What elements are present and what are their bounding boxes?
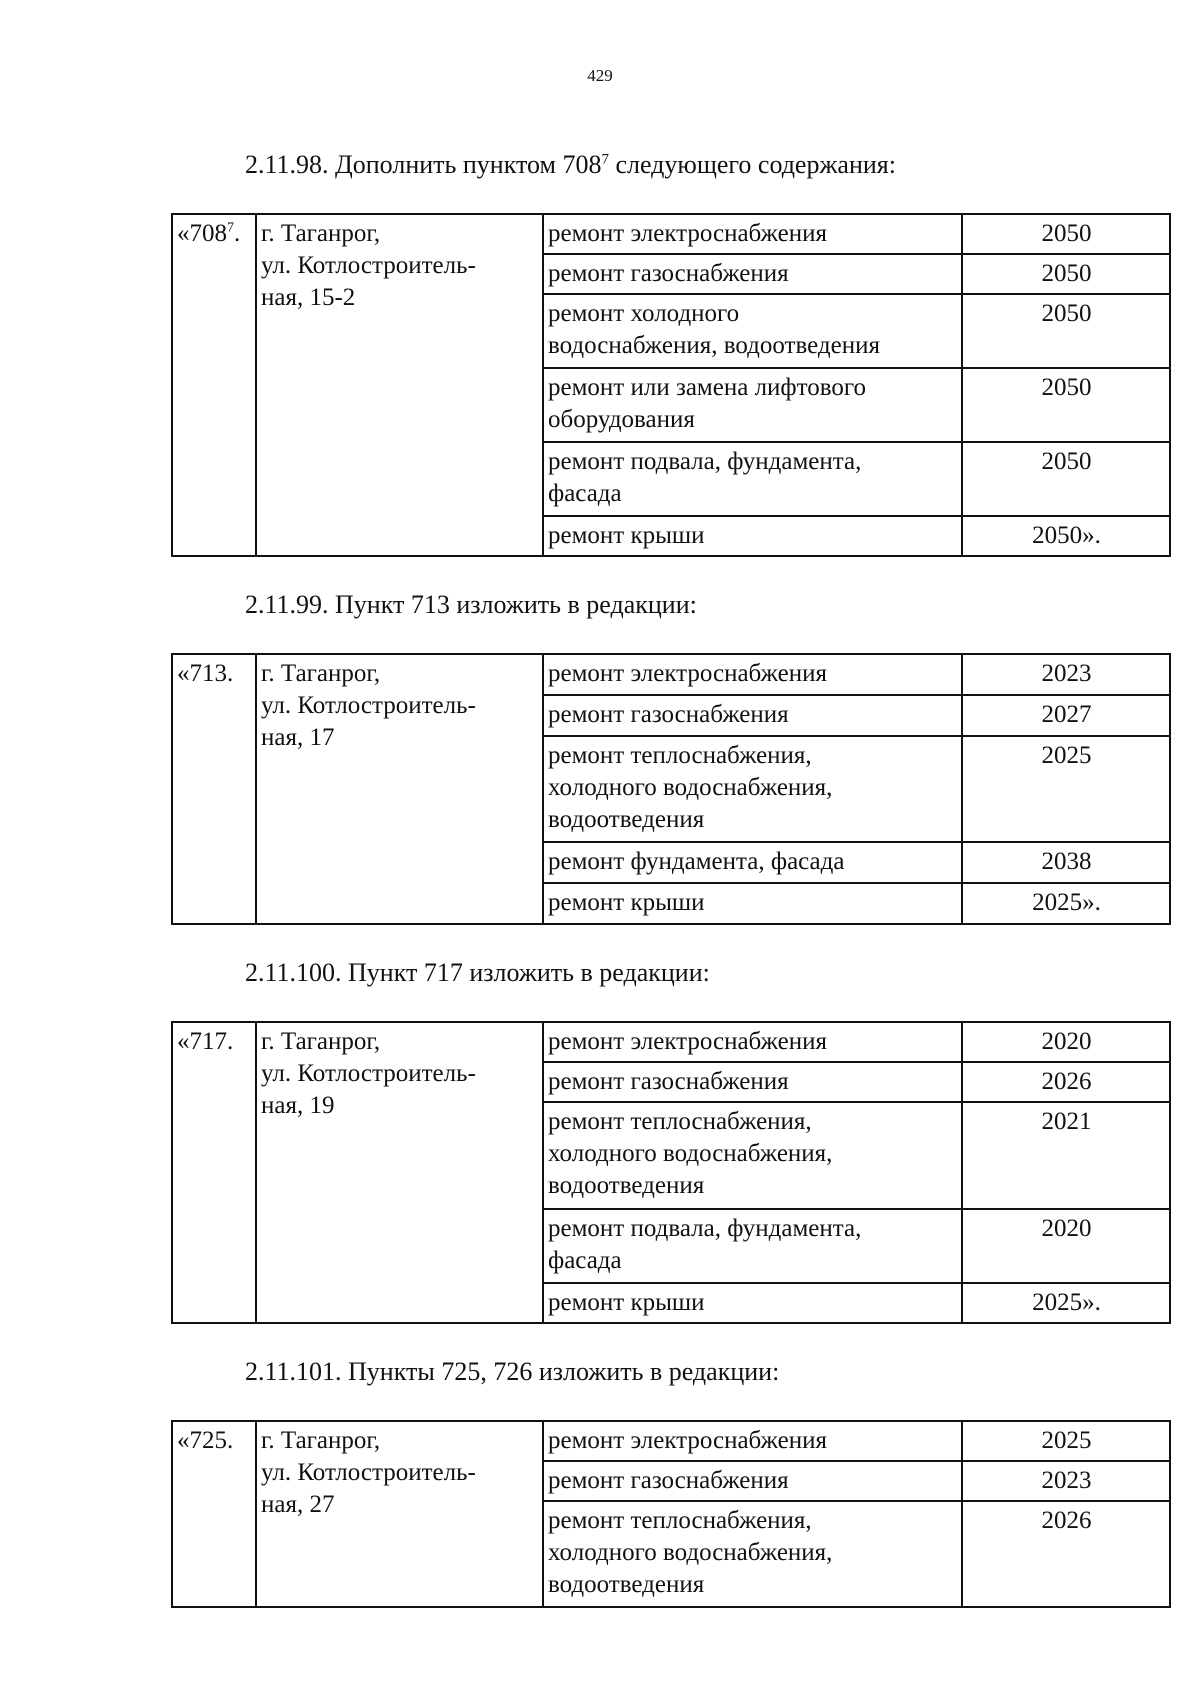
table-row [172, 214, 1170, 254]
item-table [171, 1420, 1171, 1608]
work-line: холодного водоснабжения, [548, 774, 833, 801]
section-heading [245, 590, 697, 620]
work-description [543, 1062, 962, 1102]
item-number-text: «708 [177, 220, 227, 247]
address-line: ул. Котлостроитель- [261, 692, 476, 719]
work-line: ремонт электроснабжения [548, 220, 827, 247]
item-number-text: «713. [177, 660, 234, 687]
work-year: 2023 [962, 654, 1170, 695]
work-year: 2025 [962, 736, 1170, 842]
work-year: 2038 [962, 842, 1170, 883]
item-number [172, 1022, 256, 1323]
work-year: 2020 [962, 1022, 1170, 1062]
work-year: 2025 [962, 1421, 1170, 1461]
item-address [256, 214, 543, 556]
work-year: 2050 [962, 294, 1170, 368]
work-line: ремонт крыши [548, 522, 705, 549]
work-line: ремонт электроснабжения [548, 660, 827, 687]
section-heading-text: 2.11.99. Пункт 713 изложить в редакции: [245, 590, 697, 619]
item-number-suffix: . [234, 220, 241, 247]
work-line: фасада [548, 480, 622, 507]
work-year: 2025». [962, 1283, 1170, 1323]
address-line: г. Таганрог, [261, 220, 381, 247]
work-line: водоотведения [548, 806, 705, 833]
work-line: ремонт крыши [548, 1289, 705, 1316]
table-row [172, 654, 1170, 695]
address-line: ная, 19 [261, 1092, 335, 1119]
work-year: 2050 [962, 254, 1170, 294]
work-description [543, 1022, 962, 1062]
work-description [543, 214, 962, 254]
work-description [543, 1501, 962, 1607]
work-line: ремонт холодного [548, 300, 740, 327]
work-year: 2050 [962, 214, 1170, 254]
work-description [543, 1209, 962, 1283]
work-year: 2026 [962, 1062, 1170, 1102]
item-table [171, 1021, 1171, 1324]
work-line: холодного водоснабжения, [548, 1539, 833, 1566]
work-year: 2020 [962, 1209, 1170, 1283]
item-number [172, 654, 256, 924]
section-heading-text: 2.11.100. Пункт 717 изложить в редакции: [245, 958, 710, 987]
work-line: ремонт теплоснабжения, [548, 1507, 812, 1534]
work-line: водоотведения [548, 1172, 705, 1199]
work-description [543, 442, 962, 516]
work-description [543, 736, 962, 842]
item-number [172, 214, 256, 556]
address-line: г. Таганрог, [261, 1028, 381, 1055]
address-line: г. Таганрог, [261, 660, 381, 687]
section-heading [245, 1357, 779, 1387]
address-line: ул. Котлостроитель- [261, 1459, 476, 1486]
work-line: ремонт подвала, фундамента, [548, 448, 862, 475]
work-line: ремонт электроснабжения [548, 1427, 827, 1454]
work-description [543, 1461, 962, 1501]
work-description [543, 695, 962, 736]
work-line: ремонт газоснабжения [548, 1068, 789, 1095]
work-line: ремонт теплоснабжения, [548, 742, 812, 769]
section-heading-text: 2.11.101. Пункты 725, 726 изложить в редакции: [245, 1357, 780, 1386]
work-description [543, 1102, 962, 1209]
table-row [172, 1421, 1170, 1461]
work-year: 2021 [962, 1102, 1170, 1209]
section-heading-superscript: 7 [601, 151, 609, 168]
work-line: ремонт фундамента, фасада [548, 848, 845, 875]
work-description [543, 254, 962, 294]
work-description [543, 654, 962, 695]
work-year: 2050 [962, 368, 1170, 442]
address-line: ная, 15-2 [261, 284, 356, 311]
address-line: ная, 17 [261, 724, 335, 751]
work-description [543, 842, 962, 883]
work-line: оборудования [548, 406, 695, 433]
work-line: ремонт крыши [548, 889, 705, 916]
work-line: холодного водоснабжения, [548, 1140, 833, 1167]
work-line: ремонт газоснабжения [548, 1467, 789, 1494]
work-year: 2050 [962, 442, 1170, 516]
page-number: 429 [587, 66, 613, 85]
work-line: ремонт газоснабжения [548, 701, 789, 728]
table-row [172, 1022, 1170, 1062]
section-heading-suffix: следующего содержания: [608, 150, 896, 179]
work-description [543, 1283, 962, 1323]
work-line: ремонт или замена лифтового [548, 374, 866, 401]
item-address [256, 1022, 543, 1323]
work-description [543, 1421, 962, 1461]
work-line: фасада [548, 1247, 622, 1274]
item-number-superscript: 7 [227, 220, 234, 236]
work-line: ремонт теплоснабжения, [548, 1108, 812, 1135]
item-table [171, 653, 1171, 925]
address-line: г. Таганрог, [261, 1427, 381, 1454]
item-number-text: «725. [177, 1427, 234, 1454]
address-line: ул. Котлостроитель- [261, 252, 476, 279]
work-year: 2050». [962, 516, 1170, 556]
work-year: 2023 [962, 1461, 1170, 1501]
work-description [543, 368, 962, 442]
work-line: водоснабжения, водоотведения [548, 332, 880, 359]
work-year: 2027 [962, 695, 1170, 736]
section-heading [245, 958, 710, 988]
item-address [256, 1421, 543, 1607]
work-year: 2026 [962, 1501, 1170, 1607]
item-table [171, 213, 1171, 557]
work-description [543, 294, 962, 368]
address-line: ная, 27 [261, 1491, 335, 1518]
item-number-text: «717. [177, 1028, 234, 1055]
section-heading-text: 2.11.98. Дополнить пунктом 708 [245, 150, 602, 179]
address-line: ул. Котлостроитель- [261, 1060, 476, 1087]
work-description [543, 516, 962, 556]
work-description [543, 883, 962, 924]
work-line: ремонт подвала, фундамента, [548, 1215, 862, 1242]
work-line: ремонт газоснабжения [548, 260, 789, 287]
item-address [256, 654, 543, 924]
work-year: 2025». [962, 883, 1170, 924]
section-heading [245, 150, 896, 180]
work-line: ремонт электроснабжения [548, 1028, 827, 1055]
item-number [172, 1421, 256, 1607]
work-line: водоотведения [548, 1571, 705, 1598]
